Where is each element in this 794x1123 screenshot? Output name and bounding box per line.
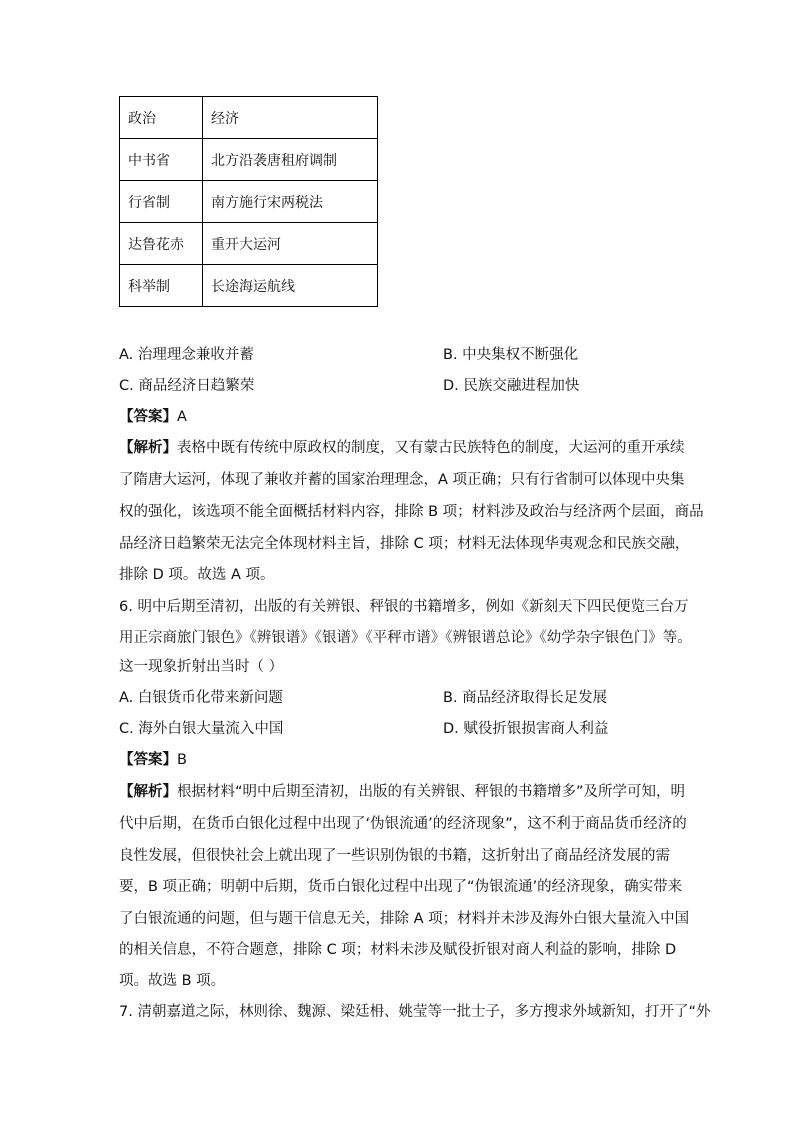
table-row (120, 265, 378, 307)
q5-option-c: C. 商品经济日趋繁荣 (119, 378, 255, 394)
table-cell: 行省制 (120, 181, 203, 223)
q6-stem-line: 用正宗商旅门银色》《辨银谱》《银谱》《平秤市谱》《辨银谱总论》《幼学杂字银色门》等。 (119, 630, 692, 646)
q6-stem-line: 这一现象折射出当时（ ） (119, 659, 284, 675)
q5-analysis-line (119, 439, 685, 457)
table-cell: 科举制 (120, 265, 203, 307)
analysis-label: 【解析】 (119, 440, 177, 456)
table-row (120, 181, 378, 223)
table-cell: 北方沿袭唐租府调制 (203, 139, 378, 181)
table-cell: 重开大运河 (203, 223, 378, 265)
table-cell: 南方施行宋两税法 (203, 181, 378, 223)
q6-analysis-line: 要，B 项正确；明朝中后期，货币白银化过程中出现了“伪银流通’的经济现象，确实带来 (119, 879, 683, 895)
politics-economy-table (119, 96, 378, 307)
q6-analysis-line: 代中后期，在货币白银化过程中出现了‘伪银流通’的经济现象”，这不利于商品货币经济的 (119, 816, 687, 832)
q6-option-c: C. 海外白银大量流入中国 (119, 721, 284, 737)
analysis-label: 【解析】 (119, 784, 177, 800)
q6-option-d: D. 赋役折银损害商人利益 (443, 721, 609, 737)
q6-stem-line: 6. 明中后期至清初，出版的有关辨银、秤银的书籍增多，例如《新刻天下四民便览三台万 (119, 599, 689, 615)
answer-label: 【答案】 (119, 752, 177, 768)
q6-analysis-line: 的相关信息，不符合题意，排除 C 项；材料未涉及赋役折银对商人利益的影响，排除 D (119, 942, 677, 958)
q6-analysis-line: 了白银流通的问题，但与题干信息无关，排除 A 项；材料并未涉及海外白银大量流入中国 (119, 911, 690, 927)
q5-analysis-line: 品经济日趋繁荣无法完全体现材料主旨，排除 C 项；材料无法体现华夷观念和民族交融， (119, 536, 690, 552)
q5-analysis-line: 了隋唐大运河，体现了兼收并蓄的国家治理理念，A 项正确；只有行省制可以体现中央集 (119, 472, 685, 488)
analysis-text: 根据材料“明中后期至清初，出版的有关辨银、秤银的书籍增多”及所学可知，明 (177, 784, 686, 800)
q6-option-b: B. 商品经济取得长足发展 (443, 690, 608, 706)
q6-analysis-line: 项。故选 B 项。 (119, 973, 226, 989)
q6-answer (119, 751, 187, 769)
table-row (120, 97, 378, 139)
analysis-text: 表格中既有传统中原政权的制度，又有蒙古民族特色的制度，大运河的重开承续 (177, 440, 685, 456)
table-cell: 达鲁花赤 (120, 223, 203, 265)
q5-analysis-line: 排除 D 项。故选 A 项。 (119, 567, 275, 583)
table-cell: 经济 (203, 97, 378, 139)
table-cell: 长途海运航线 (203, 265, 378, 307)
q6-option-a: A. 白银货币化带来新问题 (119, 690, 283, 706)
table-cell: 政治 (120, 97, 203, 139)
q6-analysis-line (119, 783, 685, 801)
q5-answer (119, 408, 187, 426)
table-row (120, 223, 378, 265)
q7-stem-line: 7. 清朝嘉道之际，林则徐、魏源、梁廷枏、姚莹等一批士子，多方搜求外域新知，打开了“外 (119, 1004, 711, 1020)
table-cell: 中书省 (120, 139, 203, 181)
q6-analysis-line: 良性发展，但很快社会上就出现了一些识别伪银的书籍，这折射出了商品经济发展的需 (119, 848, 670, 864)
q5-option-d: D. 民族交融进程加快 (443, 378, 580, 394)
q5-option-a: A. 治理理念兼收并蓄 (119, 347, 254, 363)
answer-value: A (177, 409, 187, 425)
answer-value: B (177, 752, 187, 768)
table-row (120, 139, 378, 181)
q5-analysis-line: 权的强化，该选项不能全面概括材料内容，排除 B 项；材料涉及政治与经济两个层面，商品 (119, 504, 704, 520)
answer-label: 【答案】 (119, 409, 177, 425)
q5-option-b: B. 中央集权不断强化 (443, 347, 579, 363)
